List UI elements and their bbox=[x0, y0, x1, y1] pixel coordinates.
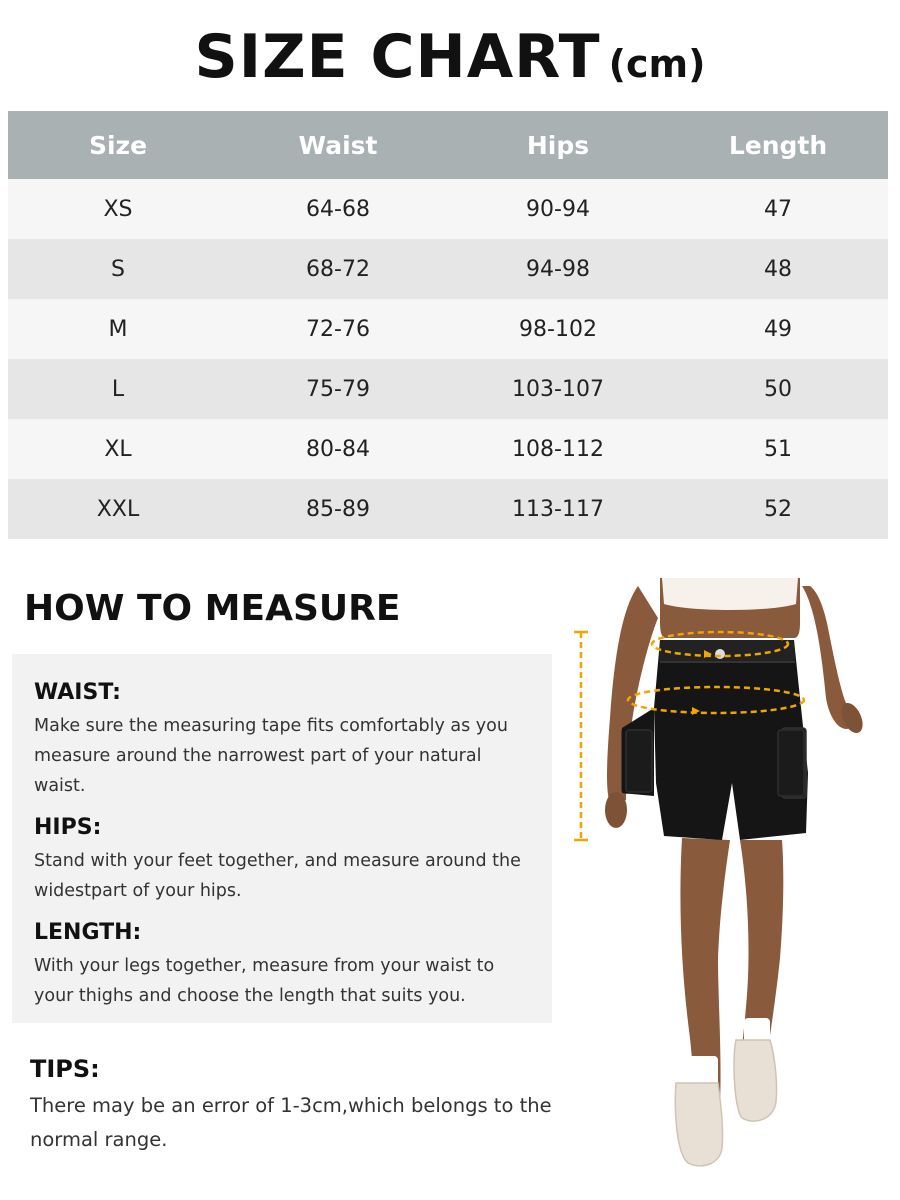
table-header-row bbox=[8, 111, 888, 179]
table-row bbox=[8, 239, 888, 299]
column-header-hips: Hips bbox=[448, 111, 668, 179]
cell-size: L bbox=[8, 359, 228, 419]
cell-hips: 108-112 bbox=[448, 419, 668, 479]
cell-hips: 98-102 bbox=[448, 299, 668, 359]
model-illustration bbox=[570, 578, 890, 1178]
measure-text: With your legs together, measure from your waist to your thighs and choose the length that suits you. bbox=[34, 956, 495, 1006]
measure-text: Stand with your feet together, and measure around the widestpart of your hips. bbox=[34, 851, 521, 901]
cell-length: 51 bbox=[668, 419, 888, 479]
measure-text: Make sure the measuring tape fits comfortably as you measure around the narrowest part of your natural waist. bbox=[34, 716, 508, 796]
measure-label: HIPS: bbox=[34, 815, 102, 840]
cell-length: 50 bbox=[668, 359, 888, 419]
tips-label: TIPS: bbox=[30, 1055, 100, 1083]
cell-hips: 113-117 bbox=[448, 479, 668, 539]
cell-size: XL bbox=[8, 419, 228, 479]
cell-length: 52 bbox=[668, 479, 888, 539]
measure-item-waist bbox=[34, 680, 538, 801]
cell-size: M bbox=[8, 299, 228, 359]
cell-waist: 64-68 bbox=[228, 179, 448, 239]
title-main: SIZE CHART bbox=[194, 22, 601, 92]
table-row bbox=[8, 179, 888, 239]
measure-label: WAIST: bbox=[34, 680, 121, 705]
page-title bbox=[0, 22, 900, 92]
cell-size: XS bbox=[8, 179, 228, 239]
cell-length: 48 bbox=[668, 239, 888, 299]
cell-waist: 72-76 bbox=[228, 299, 448, 359]
model-wearing-shorts-icon bbox=[570, 578, 890, 1178]
size-chart-table bbox=[8, 111, 888, 539]
cell-hips: 103-107 bbox=[448, 359, 668, 419]
cell-length: 49 bbox=[668, 299, 888, 359]
column-header-size: Size bbox=[8, 111, 228, 179]
cell-size: S bbox=[8, 239, 228, 299]
cell-hips: 94-98 bbox=[448, 239, 668, 299]
column-header-waist: Waist bbox=[228, 111, 448, 179]
table-row bbox=[8, 419, 888, 479]
cell-waist: 75-79 bbox=[228, 359, 448, 419]
cell-length: 47 bbox=[668, 179, 888, 239]
cell-hips: 90-94 bbox=[448, 179, 668, 239]
tips-text: There may be an error of 1-3cm,which belongs to the normal range. bbox=[30, 1094, 552, 1151]
cell-size: XXL bbox=[8, 479, 228, 539]
cell-waist: 80-84 bbox=[228, 419, 448, 479]
table-row bbox=[8, 479, 888, 539]
column-header-length: Length bbox=[668, 111, 888, 179]
how-to-measure-panel bbox=[12, 654, 552, 1023]
measure-label: LENGTH: bbox=[34, 920, 142, 945]
cell-waist: 85-89 bbox=[228, 479, 448, 539]
measure-item-hips bbox=[34, 815, 538, 906]
title-unit: (cm) bbox=[608, 42, 706, 86]
table-row bbox=[8, 299, 888, 359]
cell-waist: 68-72 bbox=[228, 239, 448, 299]
how-to-measure-heading: HOW TO MEASURE bbox=[24, 588, 401, 629]
tips-section bbox=[30, 1055, 555, 1157]
measure-item-length bbox=[34, 920, 538, 1011]
table-row bbox=[8, 359, 888, 419]
